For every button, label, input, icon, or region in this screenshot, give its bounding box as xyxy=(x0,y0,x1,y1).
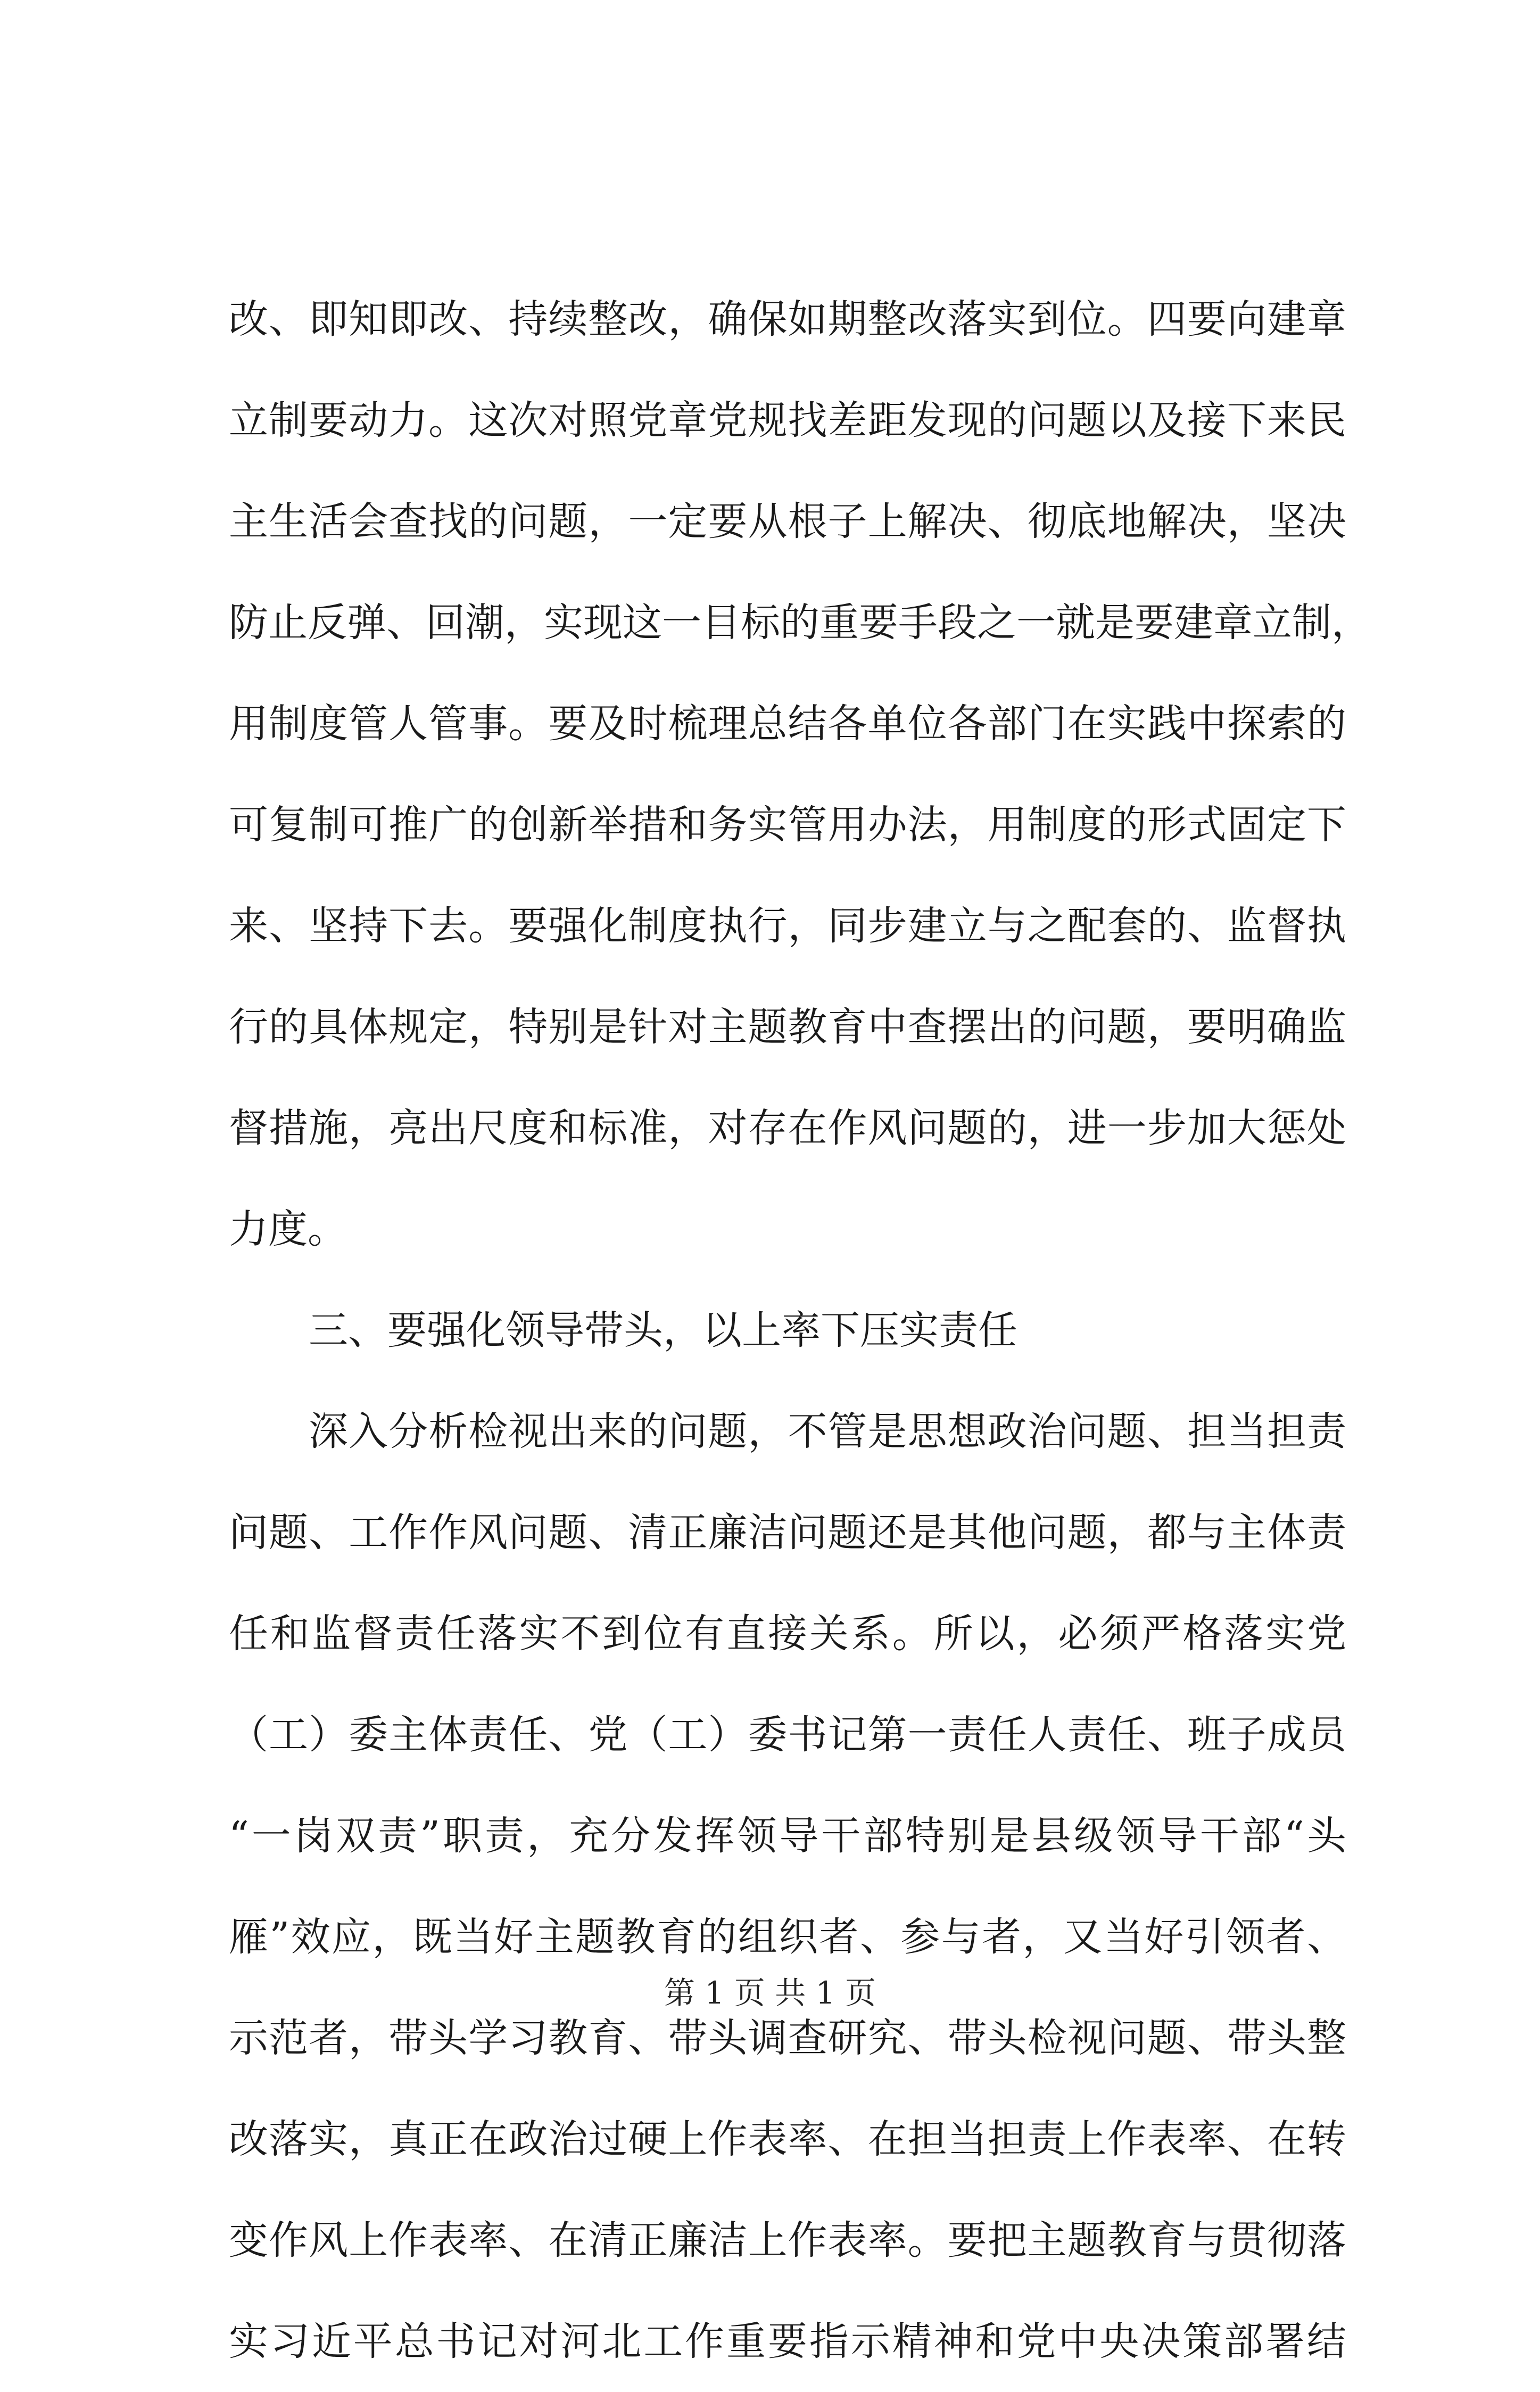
text-line: 变作风上作表率、在清正廉洁上作表率。要把主题教育与贯彻落 xyxy=(229,2217,1346,2263)
text-line: 来、坚持下去。要强化制度执行，同步建立与之配套的、监督执 xyxy=(229,903,1346,949)
text-line: 用制度管人管事。要及时梳理总结各单位各部门在实践中探索的 xyxy=(229,701,1346,747)
text-line: 改落实，真正在政治过硬上作表率、在担当担责上作表率、在转 xyxy=(229,2116,1346,2162)
text-line: 主生活会查找的问题，一定要从根子上解决、彻底地解决，坚决 xyxy=(229,499,1346,544)
text-line: 示范者，带头学习教育、带头调查研究、带头检视问题、带头整 xyxy=(229,2015,1346,2061)
page-footer: 第 1 页 共 1 页 xyxy=(664,1975,876,2011)
text-line: 深入分析检视出来的问题，不管是思想政治问题、担当担责 xyxy=(309,1409,1346,1454)
text-line: 督措施，亮出尺度和标准，对存在作风问题的，进一步加大惩处 xyxy=(229,1105,1346,1151)
text-line: 行的具体规定，特别是针对主题教育中查摆出的问题，要明确监 xyxy=(229,1004,1346,1050)
text-line: 任和监督责任落实不到位有直接关系。所以，必须严格落实党 xyxy=(229,1611,1346,1657)
text-line: 实习近平总书记对河北工作重要指示精神和党中央决策部署结 xyxy=(229,2319,1346,2364)
text-line: 可复制可推广的创新举措和务实管用办法，用制度的形式固定下 xyxy=(229,802,1346,848)
text-line: 力度。 xyxy=(229,1206,347,1252)
text-line: 防止反弹、回潮，实现这一目标的重要手段之一就是要建章立制， xyxy=(229,600,1371,645)
text-line: 问题、工作作风问题、清正廉洁问题还是其他问题，都与主体责 xyxy=(229,1510,1346,1555)
text-line: （工）委主体责任、党（工）委书记第一责任人责任、班子成员 xyxy=(229,1712,1346,1758)
text-line: 雁”效应，既当好主题教育的组织者、参与者，又当好引领者、 xyxy=(229,1914,1346,1960)
section-heading: 三、要强化领导带头，以上率下压实责任 xyxy=(309,1307,1017,1353)
text-line: 改、即知即改、持续整改，确保如期整改落实到位。四要向建章 xyxy=(229,296,1346,342)
text-line: “一岗双责”职责，充分发挥领导干部特别是县级领导干部“头 xyxy=(229,1813,1346,1859)
text-line: 立制要动力。这次对照党章党规找差距发现的问题以及接下来民 xyxy=(229,398,1346,443)
document-body xyxy=(229,269,1371,2392)
